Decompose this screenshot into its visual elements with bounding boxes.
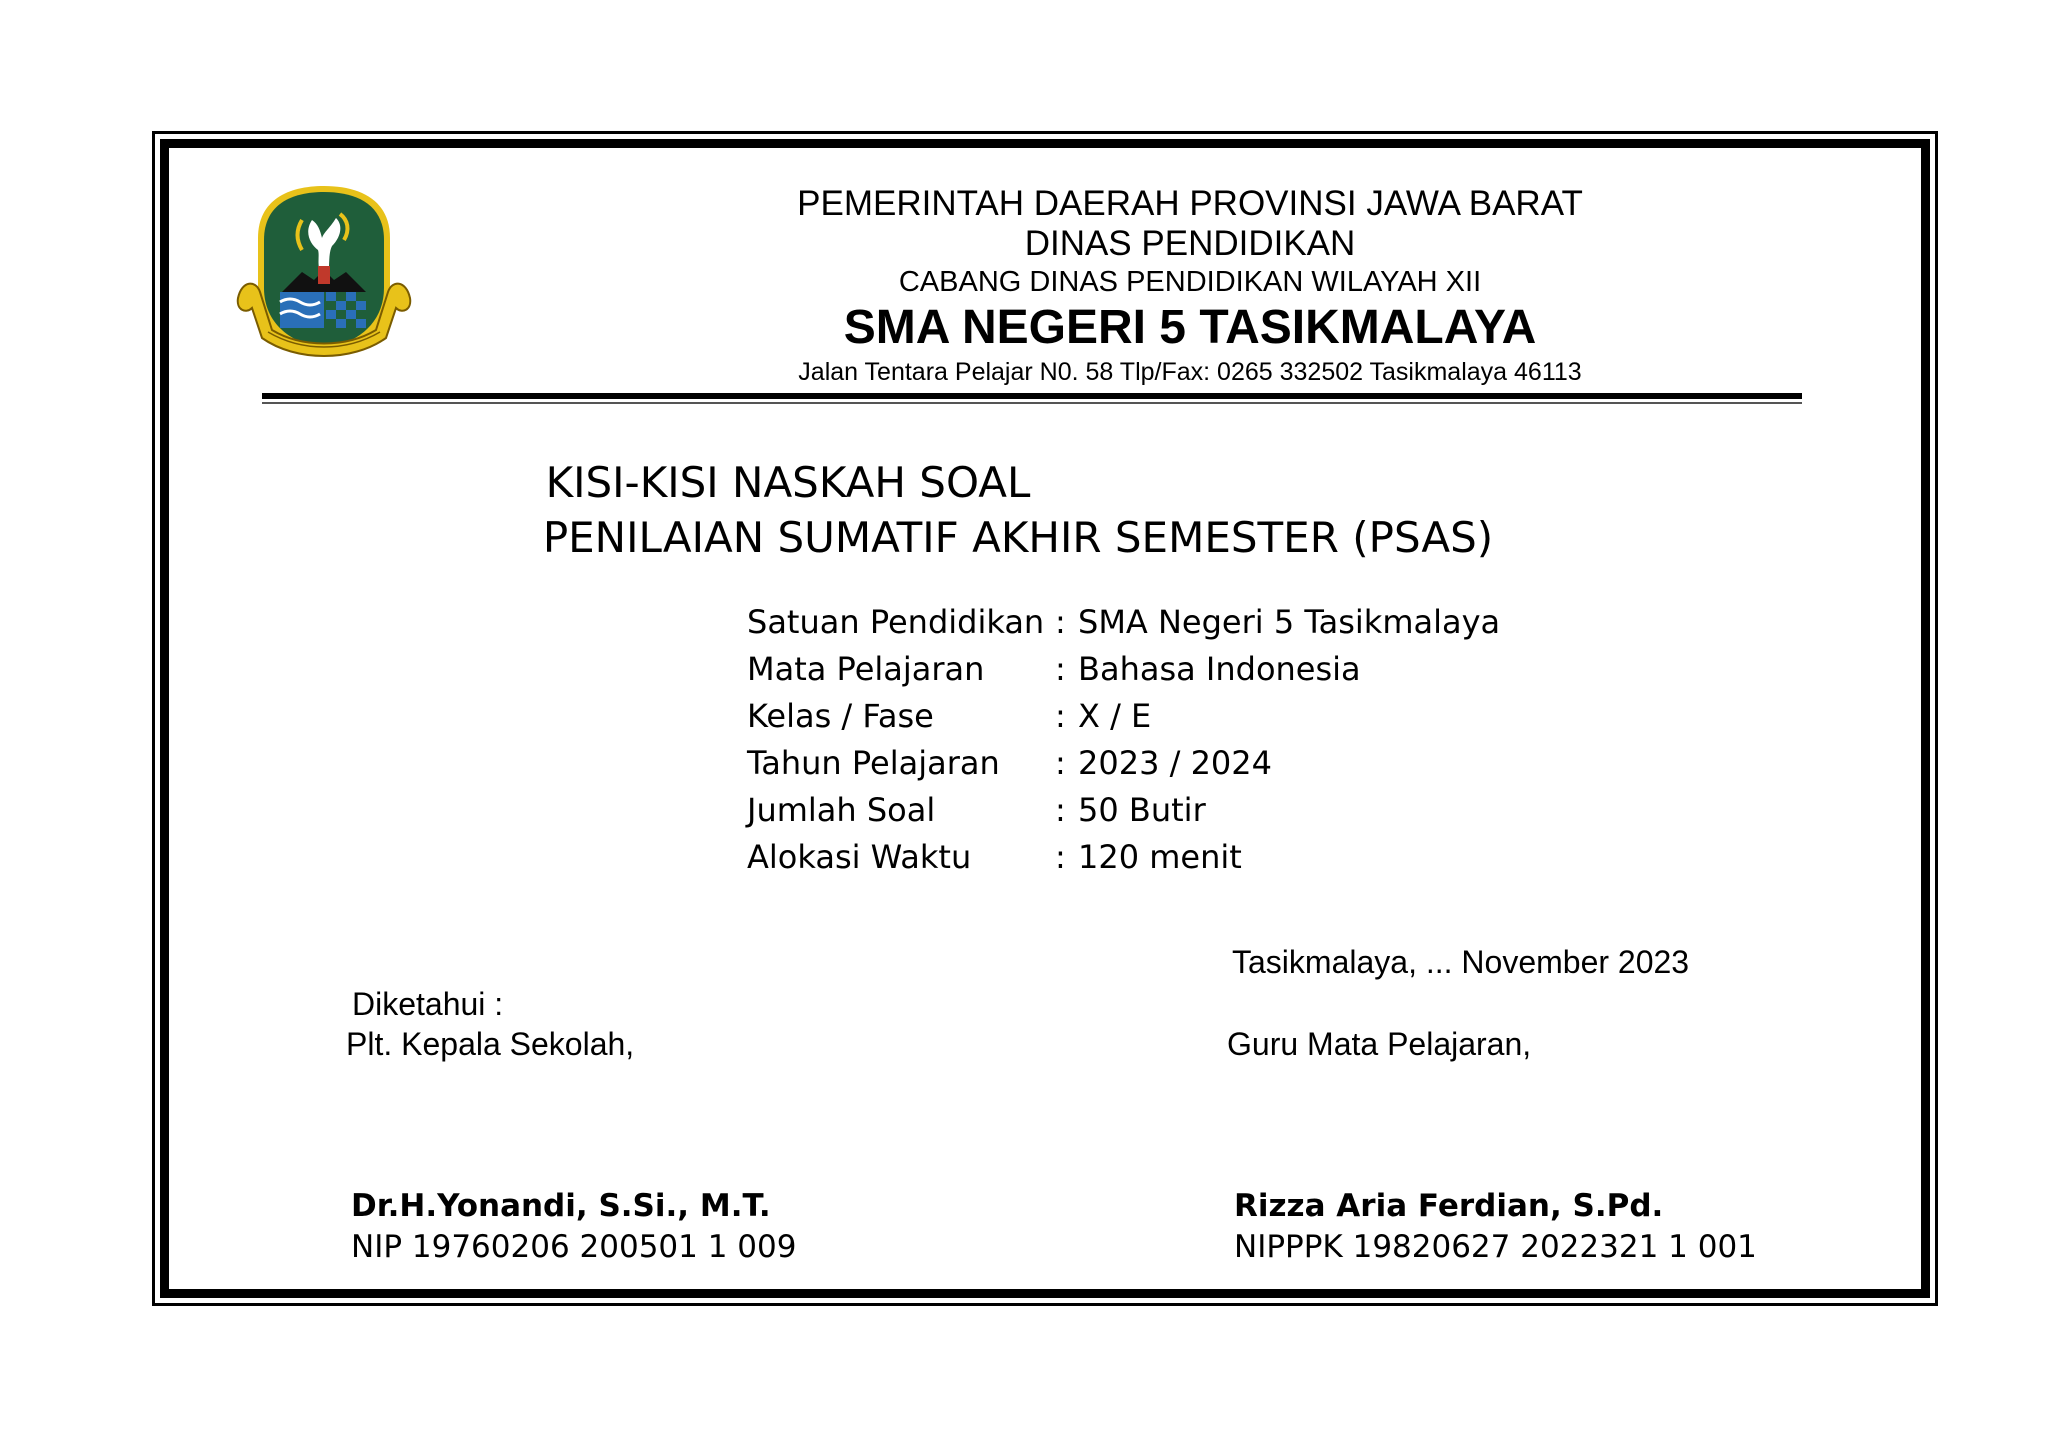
info-colon: : [1055, 744, 1066, 782]
info-value: 2023 / 2024 [1078, 744, 1272, 782]
letterhead-divider-thin [262, 402, 1802, 404]
info-colon: : [1055, 697, 1066, 735]
document-subtitle: PENILAIAN SUMATIF AKHIR SEMESTER (PSAS) [542, 513, 1494, 562]
place-date: Tasikmalaya, ... November 2023 [1232, 944, 1690, 980]
teacher-role: Guru Mata Pelajaran, [1227, 1026, 1532, 1062]
info-label: Jumlah Soal [747, 791, 936, 829]
letterhead-department-line: DINAS PENDIDIKAN [1024, 224, 1356, 263]
principal-name: Dr.H.Yonandi, S.Si., M.T. [351, 1188, 771, 1224]
letterhead-branch-line: CABANG DINAS PENDIDIKAN WILAYAH XII [898, 266, 1482, 298]
document-title: KISI-KISI NASKAH SOAL [545, 458, 1031, 507]
jawa-barat-emblem-logo [232, 180, 416, 360]
principal-nip: NIP 19760206 200501 1 009 [351, 1229, 797, 1265]
acknowledged-label: Diketahui : [352, 986, 504, 1022]
info-value: Bahasa Indonesia [1078, 650, 1361, 688]
letterhead-address: Jalan Tentara Pelajar N0. 58 Tlp/Fax: 0265 332502 Tasikmalaya 46113 [798, 358, 1582, 386]
info-colon: : [1055, 838, 1066, 876]
teacher-nipppk: NIPPPK 19820627 2022321 1 001 [1234, 1229, 1757, 1265]
teacher-name: Rizza Aria Ferdian, S.Pd. [1234, 1188, 1664, 1224]
info-value: SMA Negeri 5 Tasikmalaya [1078, 603, 1501, 641]
info-label: Satuan Pendidikan [747, 603, 1045, 641]
info-colon: : [1055, 791, 1066, 829]
letterhead-divider [262, 393, 1802, 399]
letterhead-school-name: SMA NEGERI 5 TASIKMALAYA [843, 301, 1537, 354]
info-colon: : [1055, 650, 1066, 688]
info-label: Kelas / Fase [747, 697, 934, 735]
info-label: Alokasi Waktu [747, 838, 972, 876]
letterhead-government-line: PEMERINTAH DAERAH PROVINSI JAWA BARAT [797, 184, 1583, 223]
info-value: 50 Butir [1078, 791, 1206, 829]
info-label: Tahun Pelajaran [747, 744, 1000, 782]
principal-role: Plt. Kepala Sekolah, [346, 1026, 635, 1062]
info-label: Mata Pelajaran [747, 650, 985, 688]
info-colon: : [1055, 603, 1066, 641]
info-value: 120 menit [1078, 838, 1242, 876]
info-value: X / E [1078, 697, 1152, 735]
